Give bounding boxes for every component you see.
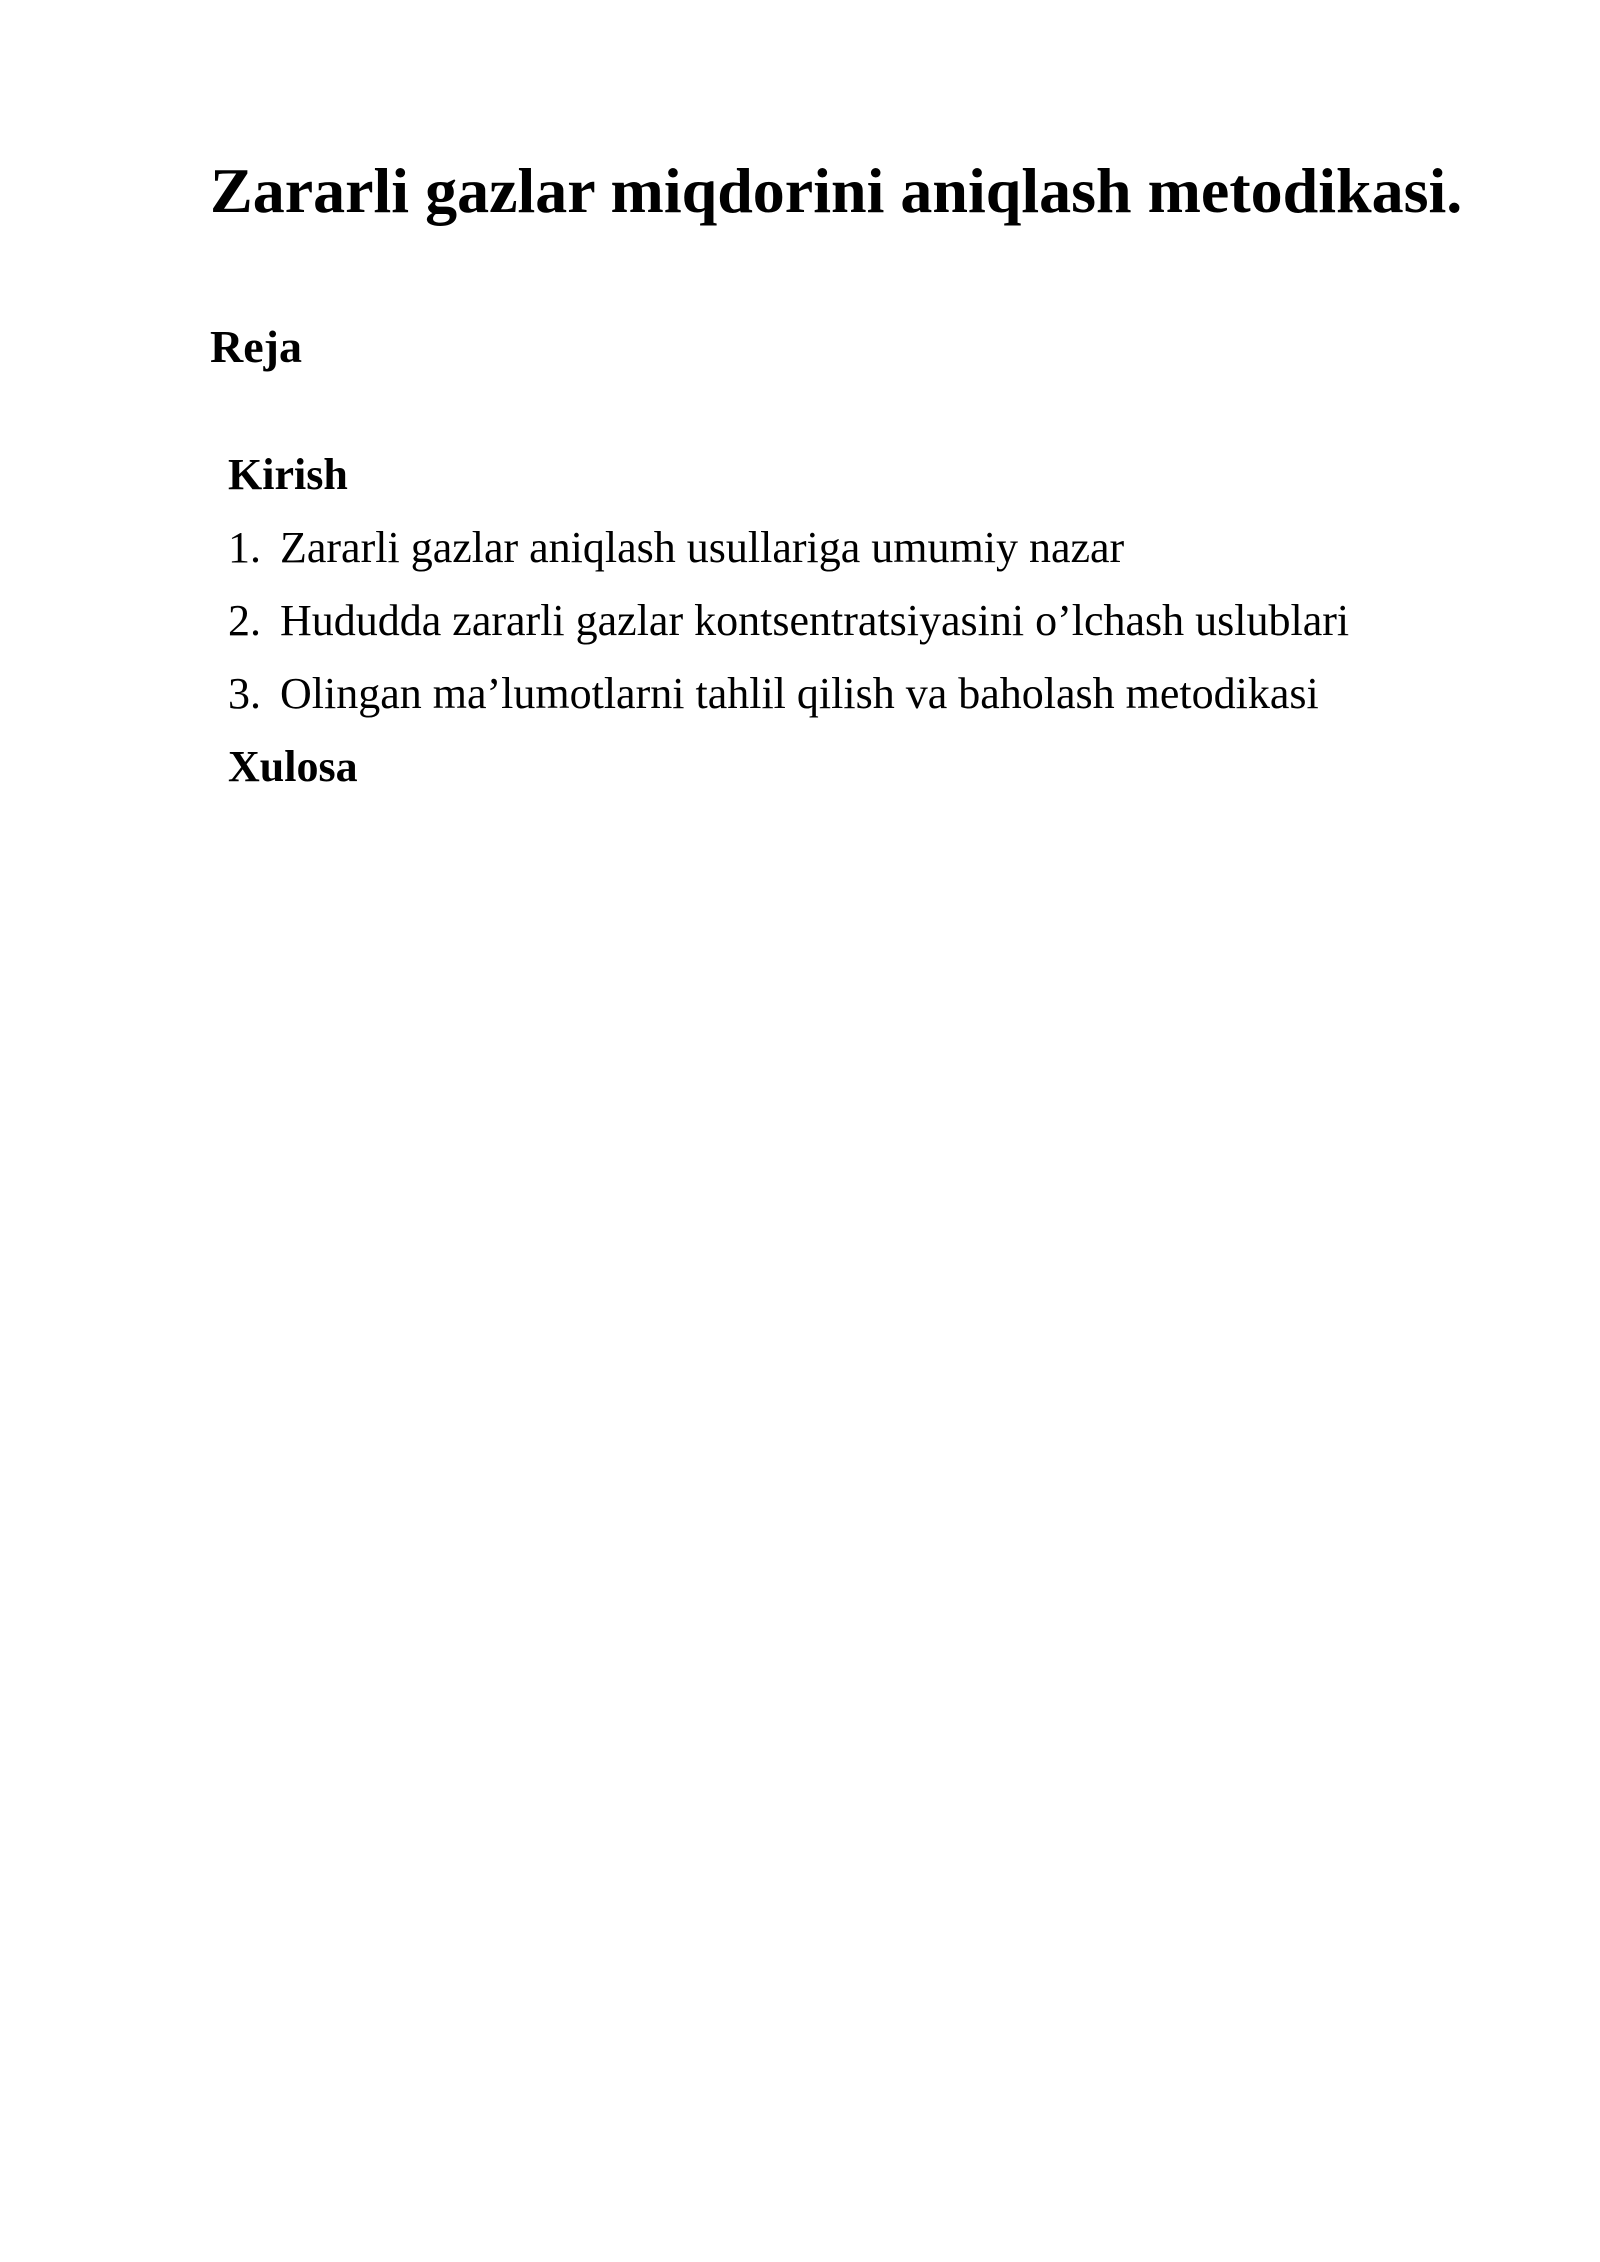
plan-item-1 [228, 511, 1349, 584]
plan-intro: Kirish [228, 450, 348, 499]
plan-item-number: 2. [228, 596, 261, 645]
plan-item-text: Hududda zararli gazlar kontsentratsiyasini o’lchash uslublari [280, 596, 1350, 645]
plan-item-number: 1. [228, 523, 261, 572]
plan-conclusion: Xulosa [228, 742, 358, 791]
plan-item-2 [228, 584, 1349, 657]
plan-heading: Reja [210, 321, 302, 372]
plan-item-3 [228, 657, 1349, 730]
plan-item-number: 3. [228, 669, 261, 718]
plan-item-text: Olingan ma’lumotlarni tahlil qilish va baholash metodikasi [280, 669, 1319, 718]
plan-item-text: Zararli gazlar aniqlash usullariga umumiy nazar [280, 523, 1125, 572]
plan-list [228, 438, 1349, 803]
document-title: Zararli gazlar miqdorini aniqlash metodikasi. [210, 155, 1463, 226]
